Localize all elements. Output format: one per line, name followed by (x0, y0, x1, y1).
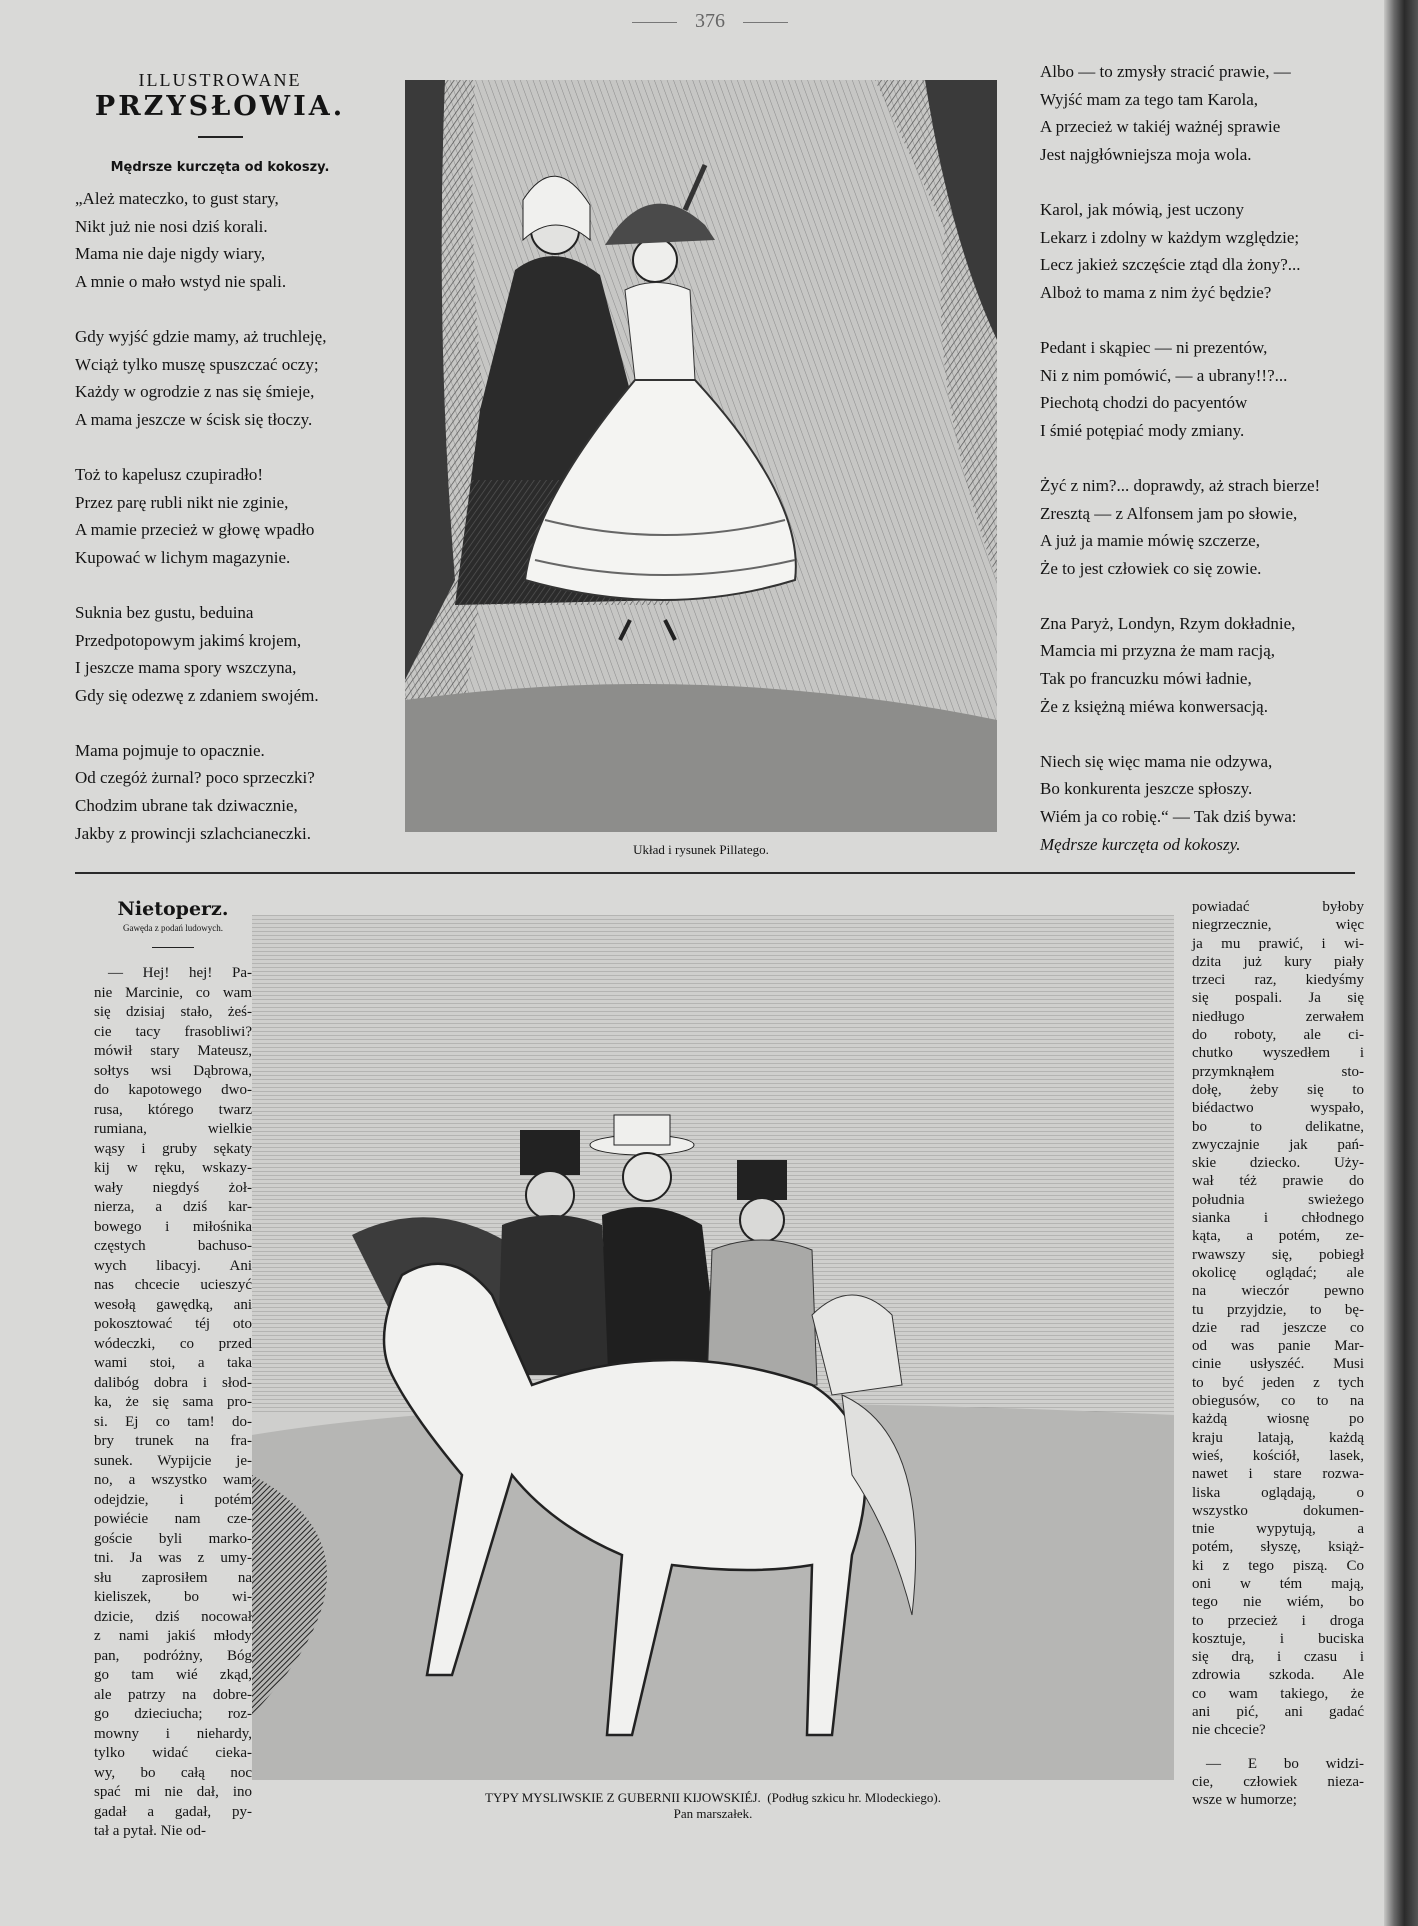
stanza-gap (75, 295, 365, 323)
text-line: słu zaprosiłem na (94, 1569, 252, 1586)
text-line: kraju latają, każdą (1192, 1429, 1364, 1446)
text-line: rumiana, wielkie (94, 1121, 252, 1137)
poem-line: Tak po francuzku mówi ładnie, (1040, 669, 1252, 689)
poem-line: Wyjść mam za tego tam Karola, (1040, 89, 1259, 109)
engraving-women-image (405, 80, 997, 832)
poem-line: A przecież w takiéj ważnéj sprawie (1040, 117, 1281, 137)
proverbs-column-left (75, 70, 365, 847)
text-line: się dzisiaj stało, żeś- (94, 1004, 252, 1020)
poem-line: Każdy w ogrodzie z nas się śmieje, (75, 382, 315, 402)
caption-credit: (Podług szkicu hr. Mlodeckiego). (767, 1790, 941, 1805)
text-line: wódeczki, co przed (94, 1335, 252, 1352)
illustration-riders (252, 915, 1174, 1780)
poem-line: Karol, jak mówią, jest uczony (1040, 199, 1244, 219)
text-line: powiécie nam cze- (94, 1511, 252, 1527)
text-line: co wam takiego, że (1192, 1685, 1364, 1702)
text-line: spać mi nie dał, ino (94, 1784, 252, 1800)
poem-line: Gdy się odezwę z zdaniem swojém. (75, 685, 319, 705)
text-line: tnie wypytują, a (1192, 1521, 1364, 1538)
text-line: wesołą gawędką, ani (94, 1296, 252, 1313)
text-line: bry trunek na fra- (94, 1433, 252, 1449)
poem-line: Przedpotopowym jakimś krojem, (75, 630, 302, 650)
poem-line: Toż to kapelusz czupiradło! (75, 464, 264, 484)
text-line: wały niegdyś żoł- (94, 1179, 252, 1196)
text-line: obiegusów, co to na (1192, 1393, 1364, 1410)
poem-line: A już ja mamie mówię szczerze, (1040, 531, 1260, 551)
text-line: go tam wié zkąd, (94, 1667, 252, 1683)
text-line: rusa, którego twarz (94, 1101, 252, 1118)
poem-line: Albo — to zmysły stracić prawie, — (1040, 62, 1291, 81)
text-line: ani pić, ani gadać (1192, 1704, 1364, 1721)
text-line: nie chcecie? (1192, 1722, 1266, 1739)
section-kicker: ILLUSTROWANE (138, 70, 302, 90)
ornament-dash (743, 22, 788, 23)
text-line: dzicie, dziś nocował (94, 1608, 252, 1625)
story-rule (152, 947, 194, 948)
poem-line: Że z księżną miéwa konwersacją. (1040, 696, 1268, 716)
text-line: liska oglądają, o (1192, 1484, 1364, 1501)
poem-line: Zresztą — z Alfonsem jam po słowie, (1040, 503, 1298, 523)
text-line: zdrowia szkoda. Ale (1192, 1667, 1364, 1684)
caption-subject: Pan marszałek. (673, 1806, 753, 1821)
text-line: pokosztować téj oto (94, 1316, 252, 1332)
poem-line: Mamcia mi przyzna że mam racją, (1040, 641, 1276, 661)
story-column-right (1192, 898, 1364, 1810)
text-line: częstych bachuso- (94, 1238, 252, 1254)
poem-line: Od czegóż żurnal? poco sprzeczki? (75, 768, 315, 788)
text-line: się drą, i czasu i (1192, 1649, 1364, 1666)
text-line: ka, że się sama pro- (94, 1394, 252, 1410)
text-line: pan, podróżny, Bóg (94, 1647, 252, 1664)
text-line: ja mu prawić, i wi- (1192, 935, 1364, 952)
text-line: mowny i niehardy, (94, 1725, 252, 1742)
text-line: bowego i miłośnika (94, 1218, 252, 1235)
top-illustration-caption: Układ i rysunek Pillatego. (633, 842, 769, 857)
text-line: oni w tém mają, (1192, 1575, 1364, 1592)
text-line: od was panie Mar- (1192, 1338, 1364, 1355)
text-line: skie dziecko. Uży- (1192, 1155, 1364, 1172)
text-line: cie tacy frasobliwi? (94, 1023, 252, 1040)
text-line: odejdzie, i potém (94, 1491, 252, 1508)
poem-line: Mama pojmuje to opacznie. (75, 740, 265, 760)
stanza-gap (1040, 306, 1370, 334)
text-line: sianka i chłodnego (1192, 1210, 1364, 1227)
text-line: mówił stary Mateusz, (94, 1043, 252, 1059)
text-line: no, a wszystko wam (94, 1472, 252, 1488)
bottom-illustration-caption (252, 1790, 1174, 1822)
poem-line: I jeszcze mama spory wszczyna, (75, 658, 297, 678)
text-line: biédactwo wyspało, (1192, 1100, 1364, 1117)
text-line: wał téż prawie do (1192, 1173, 1364, 1190)
poem-line: Alboż to mama z nim żyć będzie? (1040, 282, 1272, 302)
text-line: goście byli marko- (94, 1530, 252, 1547)
poem-line: Chodzim ubrane tak dziwacznie, (75, 796, 298, 816)
text-line: niegrzecznie, więc (1192, 917, 1364, 934)
section-divider (75, 872, 1355, 874)
illustration-two-women (405, 80, 997, 832)
text-line: to być jeden z tych (1192, 1374, 1364, 1391)
text-line: kieliszek, bo wi- (94, 1589, 252, 1605)
text-line: rwawszy się, pobiegł (1192, 1246, 1364, 1263)
text-line: cinie usłyszéć. Musi (1192, 1356, 1364, 1373)
poem-line: Zna Paryż, Londyn, Rzym dokładnie, (1040, 613, 1296, 633)
text-line: każdą wiosnę po (1192, 1411, 1364, 1428)
page-number-text: 376 (695, 10, 725, 32)
poem-left (75, 185, 365, 847)
text-line: tni. Ja was z umy- (94, 1550, 252, 1566)
title-rule (198, 136, 243, 138)
poem-line: Gdy wyjść gdzie mamy, aż truchleję, (75, 326, 327, 346)
poem-line: A mamie przecież w głowę wpadło (75, 520, 315, 540)
poem-line: Jest najgłówniejsza moja wola. (1040, 144, 1252, 164)
poem-line: A mama jeszcze w ścisk się tłoczy. (75, 409, 313, 429)
text-line: na wieczór pewno (1192, 1283, 1364, 1300)
poem-line: Pedant i skąpiec — ni prezentów, (1040, 337, 1268, 357)
text-line: ale patrzy na dobre- (94, 1686, 252, 1703)
text-line: dołę, żeby się to (1192, 1081, 1364, 1098)
text-line: gadał a gadał, py- (94, 1803, 252, 1820)
text-line: kąta, a potém, ze- (1192, 1228, 1364, 1245)
story-subtitle: Gawęda z podań ludowych. (123, 923, 223, 933)
stanza-gap (75, 433, 365, 461)
poem-right (1040, 58, 1370, 831)
proverbs-column-right (1040, 58, 1370, 858)
engraving-riders-image (252, 915, 1174, 1780)
text-line: nierza, a dziś kar- (94, 1199, 252, 1215)
poem-title: Mędrsze kurczęta od kokoszy. (110, 160, 330, 175)
text-line: bo to delikatne, (1192, 1118, 1364, 1135)
ornament-dash (632, 22, 677, 23)
story-text-left (94, 964, 252, 1842)
stanza-gap (1040, 168, 1370, 196)
text-line: sunek. Wypijcie je- (94, 1452, 252, 1469)
text-line: południa swieżego (1192, 1191, 1364, 1208)
text-line: tu przyjdzie, to bę- (1192, 1301, 1364, 1318)
text-line: wsze w humorze; (1192, 1792, 1297, 1809)
text-line: dzie rad jeszcze co (1192, 1319, 1364, 1336)
text-line: zwyczajnie jak pań- (1192, 1136, 1364, 1153)
text-line: wąsy i gruby sękaty (94, 1140, 252, 1157)
stanza-gap (1040, 582, 1370, 610)
poem-line: Nikt już nie nosi dziś korali. (75, 216, 268, 236)
story-text-right (1192, 898, 1364, 1810)
poem-line: Bo konkurenta jeszcze spłoszy. (1040, 779, 1253, 799)
text-line: wych libacyj. Ani (94, 1257, 252, 1274)
text-line: przymknąłem sto- (1192, 1063, 1364, 1080)
text-line: kij w ręku, wskazy- (94, 1160, 252, 1176)
text-line: sołtys wsi Dąbrowa, (94, 1062, 252, 1079)
text-line: kosztuje, i buciska (1192, 1630, 1364, 1647)
story-column-left (94, 898, 252, 1842)
text-line: tego nie wiém, bo (1192, 1594, 1364, 1611)
text-line: ki z tego piszą. Co (1192, 1557, 1364, 1574)
page-number (600, 10, 820, 33)
text-line: potém, słyszę, książ- (1192, 1539, 1364, 1556)
stanza-gap (75, 709, 365, 737)
poem-line: Przez parę rubli nikt nie zginie, (75, 492, 289, 512)
text-line: wy, bo całą noc (94, 1764, 252, 1781)
text-line: powiadać byłoby (1192, 899, 1364, 915)
poem-line: Suknia bez gustu, beduina (75, 602, 254, 622)
poem-line: Mama nie daje nigdy wiary, (75, 244, 266, 264)
text-line: nawet i stare rozwa- (1192, 1466, 1364, 1483)
stanza-gap (1040, 720, 1370, 748)
stanza-gap (1040, 444, 1370, 472)
text-line: z nami jakiś młody (94, 1628, 252, 1644)
text-line: nas chcecie ucieszyć (94, 1277, 252, 1293)
poem-line: „Ależ mateczko, to gust stary, (75, 189, 279, 208)
caption-title: TYPY MYSLIWSKIE Z GUBERNII KIJOWSKIÉJ. (485, 1790, 761, 1805)
stanza-gap (75, 571, 365, 599)
text-line: go dzieciucha; roz- (94, 1706, 252, 1722)
text-line (1192, 1740, 1364, 1755)
text-line: nie Marcinie, co wam (94, 984, 252, 1001)
text-line: si. Ej co tam! do- (94, 1413, 252, 1430)
text-line: chutko wyszedłem i (1192, 1045, 1364, 1062)
poem-line: Lekarz i zdolny w każdym względzie; (1040, 227, 1300, 247)
poem-line: Żyć z nim?... doprawdy, aż strach bierze! (1040, 475, 1321, 495)
poem-line: Lecz jakież szczęście ztąd dla żony?... (1040, 255, 1301, 275)
text-line: — Hej! hej! Pa- (108, 965, 252, 981)
poem-line: A mnie o mało wstyd nie spali. (75, 271, 287, 291)
text-line: tał a pytał. Nie od- (94, 1823, 207, 1839)
poem-line: I śmié potępiać mody zmiany. (1040, 420, 1245, 440)
text-line: dalibóg dobra i słod- (94, 1374, 252, 1391)
text-line: tylko widać cieka- (94, 1745, 252, 1761)
poem-line: Niech się więc mama nie odzywa, (1040, 751, 1273, 771)
story-title: Nietoperz. (117, 898, 229, 920)
text-line: wieś, kościół, lasek, (1192, 1447, 1364, 1464)
binding-shadow (1384, 0, 1418, 1926)
poem-line: Ni z nim pomówić, — a ubrany!!?... (1040, 365, 1288, 385)
text-line: okolicę oglądać; ale (1192, 1264, 1364, 1281)
poem-line: Kupować w lichym magazynie. (75, 547, 291, 567)
poem-line: Piechotą chodzi do pacyentów (1040, 393, 1248, 413)
text-line: się pospali. Ja się (1192, 990, 1364, 1007)
poem-line: Jakby z prowincji szlachcianeczki. (75, 823, 312, 843)
poem-closing-line: Mędrsze kurczęta od kokoszy. (1040, 834, 1241, 854)
text-line: — E bo widzi- (1206, 1755, 1364, 1772)
text-line: do kapotowego dwo- (94, 1082, 252, 1098)
section-title: PRZYSŁOWIA. (94, 91, 346, 122)
text-line: wami stoi, a taka (94, 1355, 252, 1371)
text-line: dzita już kury piały (1192, 953, 1364, 970)
text-line: wszystko dokumen- (1192, 1502, 1364, 1519)
text-line: niedługo zerwałem (1192, 1008, 1364, 1025)
text-line: to przecież i droga (1192, 1612, 1364, 1629)
text-line: do roboty, ale ci- (1192, 1027, 1364, 1044)
poem-line: Wiém ja co robię.“ — Tak dziś bywa: (1040, 807, 1297, 827)
poem-line: Że to jest człowiek co się zowie. (1040, 558, 1262, 578)
text-line: trzeci raz, kiedyśmy (1192, 972, 1364, 989)
poem-line: Wciąż tylko muszę spuszczać oczy; (75, 354, 319, 374)
text-line: cie, człowiek nieza- (1192, 1773, 1364, 1790)
